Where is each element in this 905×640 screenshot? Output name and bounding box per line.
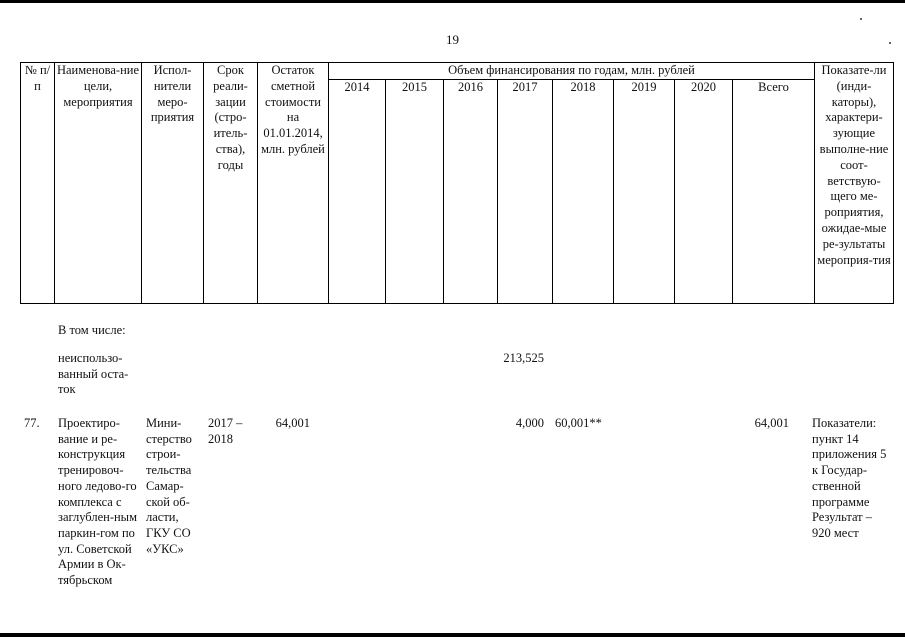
header-remainder: Остаток сметной стоимости на 01.01.2014, млн. рублей	[258, 63, 329, 304]
row77-executors: Мини-стерство строи-тельства Самар-ской об-ласти, ГКУ СО «УКС»	[146, 416, 192, 556]
header-indicators: Показате-ли (инди-каторы), характери-зующие выполне-ние соот-ветствую-щего ме-роприятия, ожидае-мые ре-зультаты мероприя-тия	[815, 63, 894, 304]
header-num: № п/п	[21, 63, 55, 304]
header-year-2015: 2015	[386, 79, 444, 303]
header-year-2019: 2019	[614, 79, 675, 303]
header-year-2017: 2017	[498, 79, 553, 303]
header-term: Срок реали-зации (стро-итель-ства), годы	[204, 63, 258, 304]
header-executors: Испол-нители меро-приятия	[142, 63, 204, 304]
header-table	[20, 62, 894, 304]
header-year-2016: 2016	[444, 79, 498, 303]
scan-speck	[860, 18, 862, 20]
row77-2017: 4,000	[515, 416, 544, 430]
unused-remainder-2017: 213,525	[503, 351, 544, 365]
row77-indicators: Показатели: пункт 14 приложения 5 к Государ-ственной программе Результат – 920 мест	[812, 416, 887, 540]
top-border	[0, 0, 905, 3]
row77-name: Проектиро-вание и ре-конструкция тренировоч-ного ледово-го комплекса с заглублен-ным паркин-гом по ул. Советской Армии в Ок-тябрьском	[58, 416, 137, 588]
scan-speck	[889, 42, 891, 44]
including-label: В том числе:	[58, 323, 126, 337]
header-year-2014: 2014	[329, 79, 386, 303]
unused-remainder-label: неиспользо-ванный оста-ток	[58, 351, 129, 397]
page-number: 19	[446, 32, 459, 47]
header-financing: Объем финансирования по годам, млн. рублей	[329, 63, 815, 80]
bottom-border	[0, 633, 905, 637]
header-year-2020: 2020	[675, 79, 733, 303]
header-year-2018: 2018	[553, 79, 614, 303]
row77-num: 77.	[24, 416, 40, 430]
row77-2018: 60,001**	[555, 416, 602, 430]
row77-remainder: 64,001	[275, 416, 310, 430]
row77-term: 2017 – 2018	[208, 416, 243, 446]
row77-total: 64,001	[754, 416, 789, 430]
header-total: Всего	[733, 79, 815, 303]
header-name: Наименова-ние цели, мероприятия	[55, 63, 142, 304]
